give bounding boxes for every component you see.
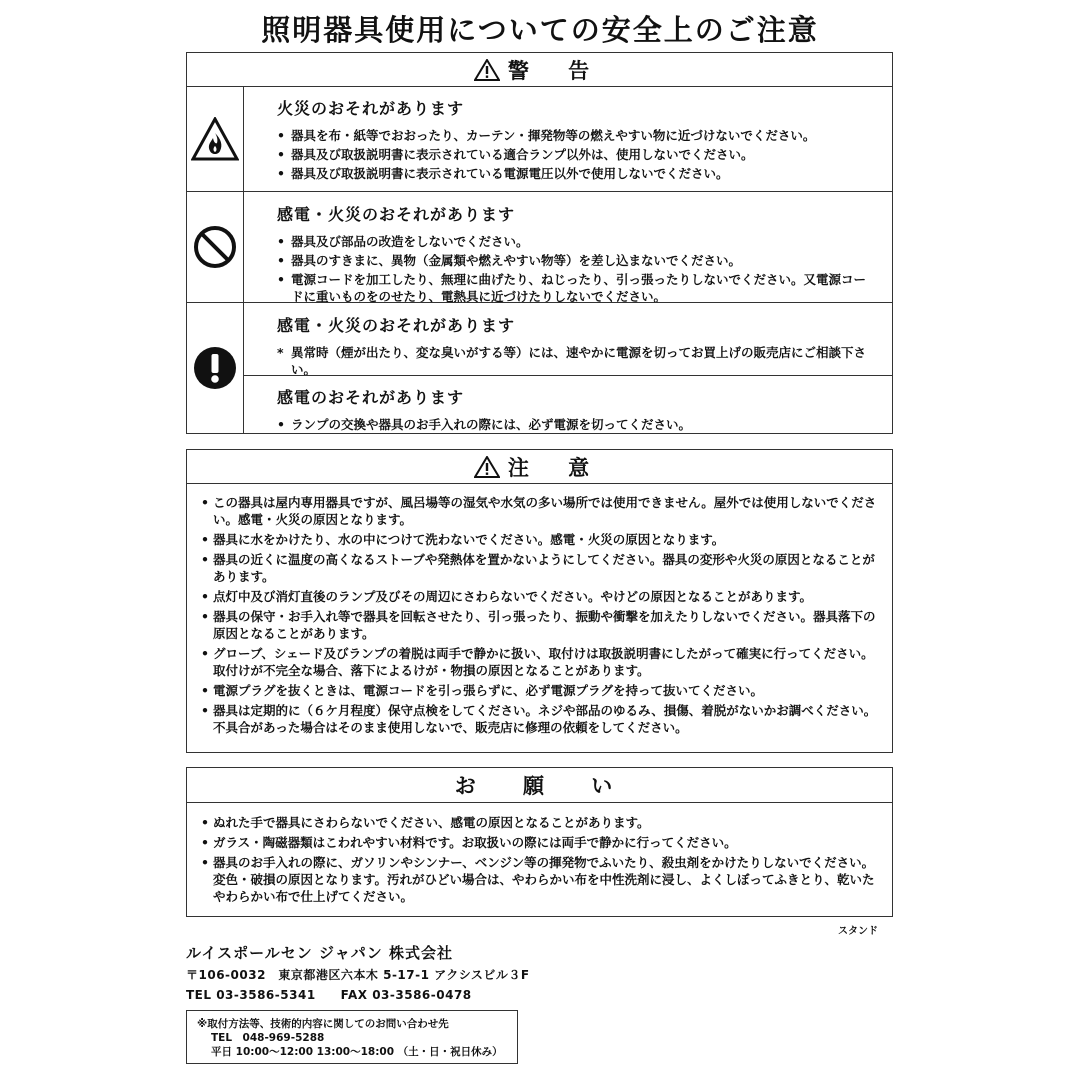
- list-item: • 器具のお手入れの際に、ガソリンやシンナー、ベンジン等の揮発物でふいたり、殺虫剤をかけたりしないでください。変色・破損の原因となります。汚れがひどい場合は、やわらかい布を中性洗剤に浸し、よくしぼってふきとり、乾いたやわらかい布で仕上げてください。: [201, 855, 875, 904]
- warning-row-fire: [187, 86, 892, 191]
- list-item: • 器具及び取扱説明書に表示されている電源電圧以外で使用しないでください。: [277, 166, 729, 181]
- list-item: • 器具及び取扱説明書に表示されている適合ランプ以外は、使用しないでください。: [277, 147, 754, 162]
- fire-hazard-icon: [191, 117, 239, 161]
- caution-header-label: 注 意: [507, 455, 606, 480]
- list-item: • ガラス・陶磁器類はこわれやすい材料です。お取扱いの際には両手で静かに行ってください。: [201, 835, 737, 850]
- company-tel-fax: TEL 03-3586-5341 FAX 03-3586-0478: [186, 988, 472, 1002]
- list-item: • 器具は定期的に（６ケ月程度）保守点検をしてください。ネジや部品のゆるみ、損傷、着脱がないかお調べください。不具合があった場合はそのまま使用しないで、販売店に修理の依頼をしてください。: [201, 703, 877, 735]
- warning-box: [186, 52, 893, 434]
- prohibited-icon: [193, 225, 237, 269]
- list-item: • この器具は屋内専用器具ですが、風呂場等の湿気や水気の多い場所では使用できません。屋外では使用しないでください。感電・火災の原因となります。: [201, 495, 877, 527]
- list-item: • 器具及び部品の改造をしないでください。: [277, 234, 529, 249]
- list-item: • ランプの交換や器具のお手入れの際には、必ず電源を切ってください。: [277, 417, 692, 432]
- caution-header: [187, 450, 892, 484]
- section-heading: 感電のおそれがあります: [277, 388, 465, 407]
- warning-triangle-icon: [474, 456, 500, 478]
- inquiry-hours: 平日 10:00～12:00 13:00～18:00 （土・日・祝日休み）: [211, 1046, 503, 1058]
- list-item: • 器具を布・紙等でおおったり、カーテン・揮発物等の燃えやすい物に近づけないでください。: [277, 128, 816, 143]
- request-header-label: お 願 い: [454, 774, 633, 798]
- list-item: • 器具の近くに温度の高くなるストーブや発熱体を置かないようにしてください。器具の変形や火災の原因となることがあります。: [201, 552, 875, 584]
- request-header: [187, 768, 892, 803]
- list-item: • 電源コードを加工したり、無理に曲げたり、ねじったり、引っ張ったりしないでください。又電源コードに重いものをのせたり、電熱具に近づけたりしないでください。: [277, 272, 867, 304]
- company-address: 〒106-0032 東京都港区六本木 5-17-1 アクシスビル３F: [186, 968, 530, 982]
- inquiry-box: [186, 1010, 518, 1064]
- warning-triangle-icon: [474, 59, 500, 81]
- warning-header: [187, 53, 892, 87]
- product-type: スタンド: [838, 926, 878, 937]
- warning-row-shock-fire: [187, 191, 892, 302]
- list-item: * 異常時（煙が出たり、変な臭いがする等）には、速やかに電源を切ってお買上げの販売店にご相談下さい。: [277, 345, 867, 377]
- list-item: • 点灯中及び消灯直後のランプ及びその周辺にさわらないでください。やけどの原因となることがあります。: [201, 589, 813, 604]
- list-item: • 器具に水をかけたり、水の中につけて洗わないでください。感電・火災の原因となります。: [201, 532, 725, 547]
- caution-box: [186, 449, 893, 753]
- exclamation-icon: [193, 346, 237, 390]
- warning-header-label: 警 告: [507, 58, 606, 83]
- warning-row-abnormal: [187, 302, 892, 433]
- list-item: • 器具の保守・お手入れ等で器具を回転させたり、引っ張ったり、振動や衝撃を加えたりしないでください。器具落下の原因となることがあります。: [201, 609, 876, 641]
- section-heading: 火災のおそれがあります: [277, 99, 465, 118]
- section-heading: 感電・火災のおそれがあります: [277, 205, 516, 224]
- inquiry-title: ※取付方法等、技術的内容に関してのお問い合わせ先: [197, 1018, 449, 1030]
- inquiry-tel: TEL 048-969-5288: [211, 1032, 325, 1044]
- list-item: • グローブ、シェード及びランプの着脱は両手で静かに扱い、取付けは取扱説明書にしたがって確実に行ってください。取付けが不完全な場合、落下によるけが・物損の原因となることがあります。: [201, 646, 874, 678]
- company-name: ルイスポールセン ジャパン 株式会社: [186, 944, 453, 962]
- list-item: • 電源プラグを抜くときは、電源コードを引っ張らずに、必ず電源プラグを持って抜いてください。: [201, 683, 764, 698]
- list-item: • 器具のすきまに、異物（金属類や燃えやすい物等）を差し込まないでください。: [277, 253, 742, 268]
- page-title: 照明器具使用についての安全上のご注意: [261, 13, 819, 47]
- section-heading: 感電・火災のおそれがあります: [277, 316, 516, 335]
- request-box: [186, 767, 893, 917]
- list-item: • ぬれた手で器具にさわらないでください、感電の原因となることがあります。: [201, 815, 650, 830]
